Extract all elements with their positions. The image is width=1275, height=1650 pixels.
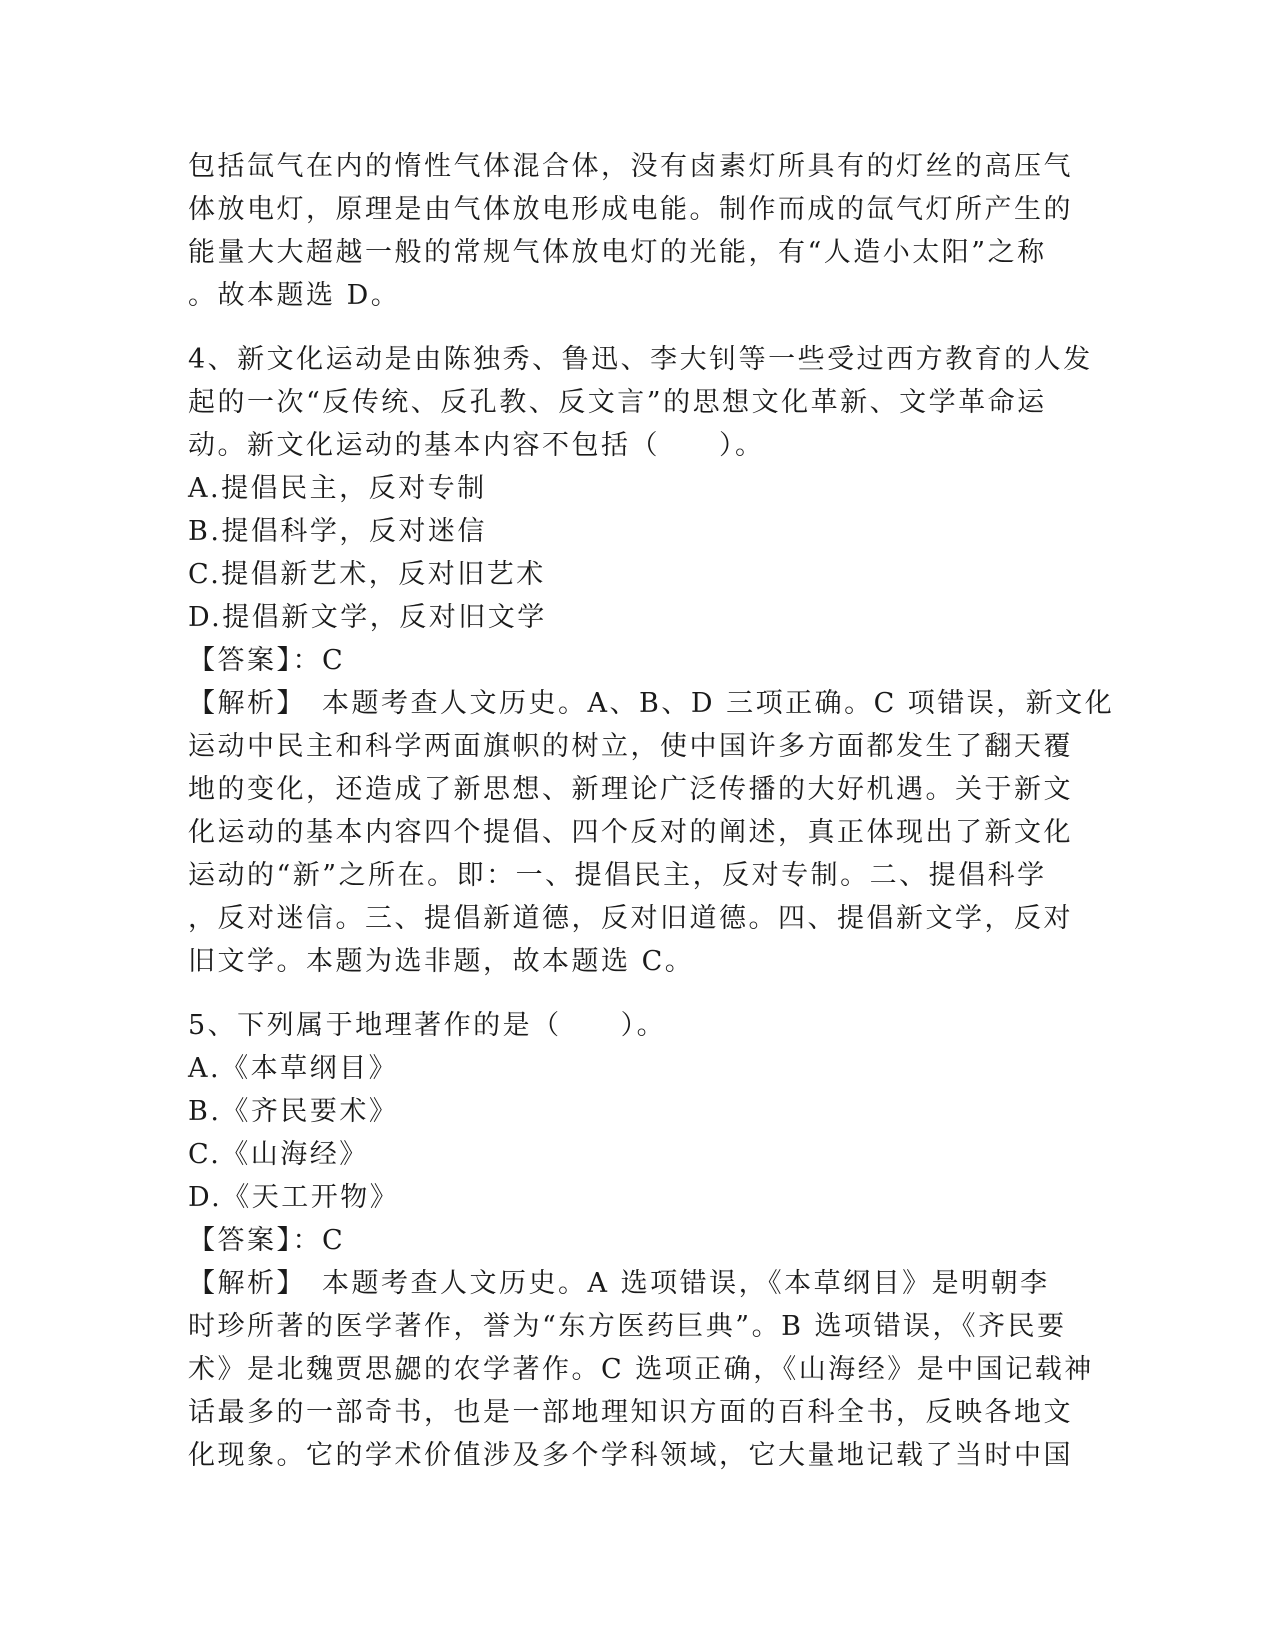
q4-stem-line: 起的一次“反传统、反孔教、反文言”的思想文化革新、文学革命运	[188, 387, 1047, 418]
q4-explanation-line: 旧文学。本题为选非题，故本题选 C。	[188, 946, 695, 977]
q4-explanation-line: 运动的“新”之所在。即：一、提倡民主，反对专制。二、提倡科学	[188, 860, 1047, 891]
q3-explanation-line: 体放电灯，原理是由气体放电形成电能。制作而成的氙气灯所产生的	[188, 194, 1073, 225]
q5-stem-line: 5、下列属于地理著作的是（ ）。	[188, 1010, 667, 1041]
q5-explanation-line: 【解析】 本题考查人文历史。A 选项错误，《本草纲目》是明朝李	[188, 1268, 1050, 1299]
q4-explanation-line: ，反对迷信。三、提倡新道德，反对旧道德。四、提倡新文学，反对	[188, 903, 1073, 934]
q5-option-a: A.《本草纲目》	[188, 1053, 399, 1084]
q4-explanation-line: 地的变化，还造成了新思想、新理论广泛传播的大好机遇。关于新文	[188, 774, 1073, 805]
q3-explanation-line: 能量大大超越一般的常规气体放电灯的光能，有“人造小太阳”之称	[188, 237, 1047, 268]
q3-explanation-line: 包括氙气在内的惰性气体混合体，没有卤素灯所具有的灯丝的高压气	[188, 151, 1073, 182]
q4-option-a: A.提倡民主，反对专制	[188, 473, 487, 504]
q3-explanation-line: 。故本题选 D。	[188, 280, 401, 311]
q5-explanation-line: 话最多的一部奇书，也是一部地理知识方面的百科全书，反映各地文	[188, 1397, 1073, 1428]
q5-option-b: B.《齐民要术》	[188, 1096, 399, 1127]
q5-explanation-line: 化现象。它的学术价值涉及多个学科领域，它大量地记载了当时中国	[188, 1440, 1073, 1471]
q5-explanation-line: 术》是北魏贾思勰的农学著作。C 选项正确，《山海经》是中国记载神	[188, 1354, 1094, 1385]
q5-explanation-line: 时珍所著的医学著作，誉为“东方医药巨典”。B 选项错误，《齐民要	[188, 1311, 1067, 1342]
q4-answer: 【答案】：C	[188, 645, 346, 676]
q5-option-c: C.《山海经》	[188, 1139, 369, 1170]
q4-explanation-line: 【解析】 本题考查人文历史。A、B、D 三项正确。C 项错误，新文化	[188, 688, 1115, 719]
q4-option-d: D.提倡新文学，反对旧文学	[188, 602, 547, 633]
q4-option-b: B.提倡科学，反对迷信	[188, 516, 487, 547]
q5-answer: 【答案】：C	[188, 1225, 346, 1256]
q4-explanation-line: 运动中民主和科学两面旗帜的树立，使中国许多方面都发生了翻天覆	[188, 731, 1073, 762]
q4-explanation-line: 化运动的基本内容四个提倡、四个反对的阐述，真正体现出了新文化	[188, 817, 1073, 848]
q4-option-c: C.提倡新艺术，反对旧艺术	[188, 559, 546, 590]
q5-option-d: D.《天工开物》	[188, 1182, 400, 1213]
q4-stem-line: 4、新文化运动是由陈独秀、鲁迅、李大钊等一些受过西方教育的人发	[188, 344, 1093, 375]
q4-stem-line: 动。新文化运动的基本内容不包括（ ）。	[188, 430, 765, 461]
